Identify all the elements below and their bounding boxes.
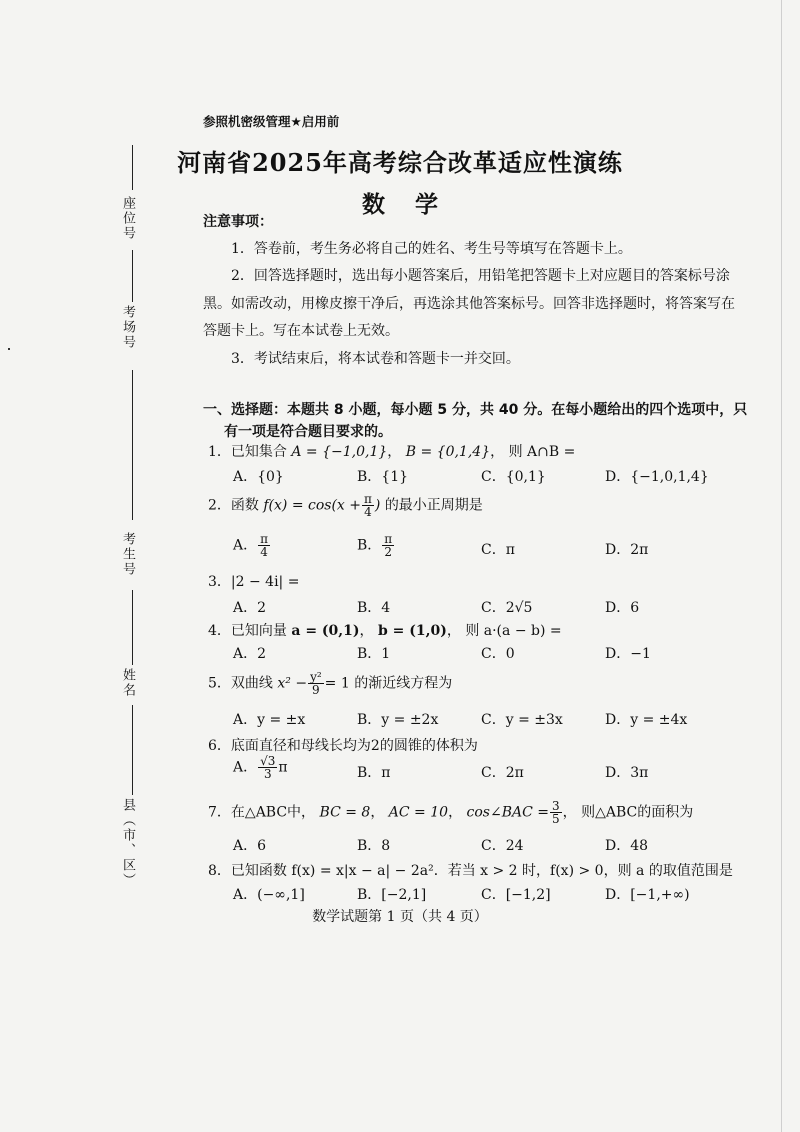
- option-d: D．y = ±4x: [605, 712, 688, 728]
- option-c: C．2π: [481, 765, 524, 781]
- option-d: D．[−1,+∞): [605, 887, 690, 903]
- option-d: D．48: [605, 838, 649, 854]
- question-number: 3．: [208, 574, 231, 590]
- notice-item-2-cont: 答题卡上。写在本试卷上无效。: [203, 323, 399, 339]
- fraction: $\frac{\pi}{2}$: [384, 532, 393, 559]
- option-c: C．0: [481, 646, 515, 662]
- option-c: C．π: [481, 542, 515, 558]
- scan-speck: [8, 348, 10, 350]
- option-b: B． $\frac{\pi}{2}$: [357, 532, 393, 559]
- question-5: 5．双曲线 x² − $\frac{\text{y²}}{9}$ = 1 的渐近线方程为: [208, 670, 453, 697]
- question-3: 3．|2 − 4i| =: [208, 574, 300, 590]
- fraction: $\frac{3}{5}$: [552, 799, 560, 826]
- notice-item-1: 1．答卷前，考生务必将自己的姓名、考生号等填写在答题卡上。: [231, 241, 632, 257]
- question-number: 5．: [208, 675, 231, 692]
- option-b: B．π: [357, 765, 391, 781]
- option-a: A．{0}: [233, 469, 284, 485]
- option-b: B．1: [357, 646, 391, 662]
- county-label: 县（市、区）: [120, 798, 135, 888]
- option-d: D．{−1,0,1,4}: [605, 469, 709, 485]
- set-b: B = {0,1,4}: [405, 444, 491, 460]
- option-d: D．2π: [605, 542, 649, 558]
- question-number: 4．: [208, 623, 231, 639]
- question-4: 4．已知向量 a = (0,1)， b = (1,0)， 则 a·(a − b) =: [208, 623, 562, 639]
- question-6: 6．底面直径和母线长均为2的圆锥的体积为: [208, 738, 478, 754]
- notice-item-2-cont: 黑。如需改动，用橡皮擦干净后，再选涂其他答案标号。回答非选择题时，将答案写在: [203, 296, 735, 312]
- option-b: B．8: [357, 838, 391, 854]
- option-a: A．2: [233, 600, 267, 616]
- set-a: A = {−1,0,1}: [291, 444, 388, 460]
- exam-title: 河南省2025年高考综合改革适应性演练: [177, 148, 623, 177]
- option-b: B．[−2,1]: [357, 887, 427, 903]
- fraction: $\frac{\pi}{4}$: [260, 532, 269, 559]
- option-a: A．6: [233, 838, 267, 854]
- option-c: C．[−1,2]: [481, 887, 551, 903]
- option-b: B．4: [357, 600, 391, 616]
- secret-level-label: 参照机密级管理★启用前: [203, 114, 340, 129]
- option-d: D．−1: [605, 646, 651, 662]
- question-number: 1．: [208, 444, 231, 460]
- question-number: 8．: [208, 863, 231, 879]
- fraction: $\frac{√3}{3}$: [260, 754, 276, 781]
- option-a: A．y = ±x: [233, 712, 306, 728]
- option-b: B．y = ±2x: [357, 712, 439, 728]
- question-2: 2．函数 f(x) = cos(x + $\frac{\pi}{4}$ ) 的最小正周期是: [208, 492, 483, 519]
- binding-line: [132, 590, 133, 665]
- fraction: $\frac{\pi}{4}$: [364, 492, 372, 519]
- option-d: D．6: [605, 600, 640, 616]
- option-a: A． $\frac{√3}{3}$ π: [233, 754, 288, 781]
- option-a: A．2: [233, 646, 267, 662]
- option-b: B．{1}: [357, 469, 409, 485]
- section-heading-cont: 有一项是符合题目要求的。: [224, 424, 392, 440]
- option-a: A． $\frac{\pi}{4}$: [233, 532, 269, 559]
- seat-label: 座位号: [120, 196, 135, 241]
- question-number: 2．: [208, 497, 231, 514]
- question-number: 7．: [208, 804, 231, 821]
- vector-a: a = (0,1): [291, 623, 360, 639]
- subject-title: 数学: [362, 191, 468, 218]
- binding-line: [132, 250, 133, 302]
- notice-item-2: 2．回答选择题时，选出每小题答案后，用铅笔把答题卡上对应题目的答案标号涂: [231, 268, 730, 284]
- room-label: 考场号: [120, 305, 135, 350]
- vector-b: b = (1,0): [377, 623, 447, 639]
- option-c: C．y = ±3x: [481, 712, 563, 728]
- option-d: D．3π: [605, 765, 649, 781]
- exam-number-label: 考生号: [120, 532, 135, 577]
- question-8: 8．已知函数 f(x) = x|x − a| − 2a²．若当 x > 2 时，f(x) > 0，则 a 的取值范围是: [208, 863, 733, 879]
- option-c: C．{0,1}: [481, 469, 546, 485]
- name-label: 姓名: [120, 668, 135, 698]
- option-c: C．24: [481, 838, 524, 854]
- binding-line: [132, 370, 133, 520]
- question-number: 6．: [208, 738, 231, 754]
- option-c: C．2√5: [481, 600, 533, 616]
- question-1: 1．已知集合 A = {−1,0,1}， B = {0,1,4}， 则 A∩B =: [208, 444, 576, 460]
- page-footer: 数学试题第 1 页（共 4 页）: [312, 909, 488, 925]
- question-7: 7．在△ABC中， BC = 8， AC = 10， cos∠BAC = $\frac{3}{5}$ ， 则△ABC的面积为: [208, 799, 694, 826]
- binding-line: [132, 705, 133, 795]
- notice-heading: 注意事项：: [203, 214, 273, 230]
- section-heading: 一、选择题：本题共 8 小题，每小题 5 分，共 40 分。在每小题给出的四个选项中，只: [203, 402, 748, 418]
- notice-item-3: 3．考试结束后，将本试卷和答题卡一并交回。: [231, 351, 520, 367]
- option-a: A．(−∞,1]: [233, 887, 305, 903]
- fraction: $\frac{\text{y²}}{9}$: [310, 670, 322, 697]
